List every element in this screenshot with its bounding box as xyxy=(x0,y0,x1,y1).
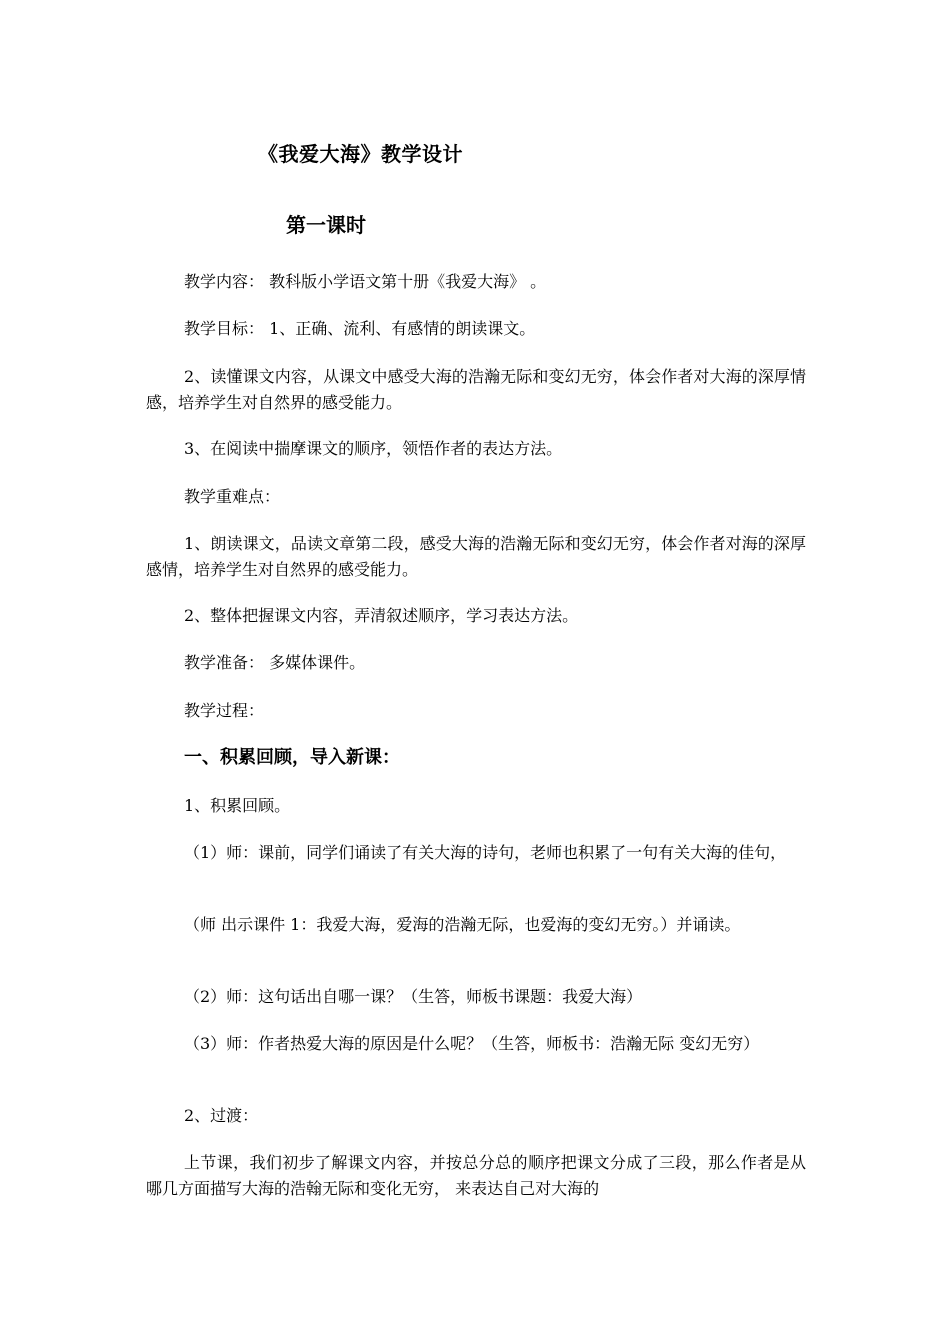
step-1-item-1: （1）师：课前，同学们诵读了有关大海的诗句，老师也积累了一句有关大海的佳句， xyxy=(184,843,787,862)
teaching-goal-3: 3、在阅读中揣摩课文的顺序，领悟作者的表达方法。 xyxy=(184,439,563,458)
step-1-item-3: （3）师：作者热爱大海的原因是什么呢？（生答，师板书：浩瀚无际 变幻无穷） xyxy=(184,1034,760,1053)
key-point-2: 2、整体把握课文内容，弄清叙述顺序，学习表达方法。 xyxy=(184,606,579,625)
lesson-subtitle: 第一课时 xyxy=(286,213,366,237)
teaching-preparation: 教学准备： 多媒体课件。 xyxy=(184,653,366,672)
teaching-goal-1: 教学目标： 1、正确、流利、有感情的朗读课文。 xyxy=(184,319,536,338)
key-point-1: 1、朗读课文，品读文章第二段，感受大海的浩瀚无际和变幻无穷，体会作者对海的深厚感情，培养学生对自然界的感受能力。 xyxy=(146,534,806,579)
document-title: 《我爱大海》教学设计 xyxy=(258,142,463,166)
step-1-item-2: （2）师：这句话出自哪一课？（生答，师板书课题：我爱大海） xyxy=(184,987,643,1006)
step-1-courseware: （师 出示课件 1：我爱大海，爱海的浩瀚无际，也爱海的变幻无穷。）并诵读。 xyxy=(184,915,741,934)
teaching-goal-2: 2、读懂课文内容，从课文中感受大海的浩瀚无际和变幻无穷，体会作者对大海的深厚情感，培养学生对自然界的感受能力。 xyxy=(146,367,806,412)
step-1: 1、积累回顾。 xyxy=(184,796,291,815)
teaching-process-label: 教学过程： xyxy=(184,701,265,720)
transition-paragraph: 上节课，我们初步了解课文内容，并按总分总的顺序把课文分成了三段，那么作者是从哪几方面描写大海的浩翰无际和变化无穷， 来表达自己对大海的 xyxy=(146,1153,806,1198)
section-heading: 一、积累回顾，导入新课： xyxy=(184,747,400,768)
step-2: 2、过渡： xyxy=(184,1106,259,1125)
teaching-content: 教学内容： 教科版小学语文第十册《我爱大海》 。 xyxy=(184,272,547,291)
key-points-label: 教学重难点： xyxy=(184,487,281,506)
